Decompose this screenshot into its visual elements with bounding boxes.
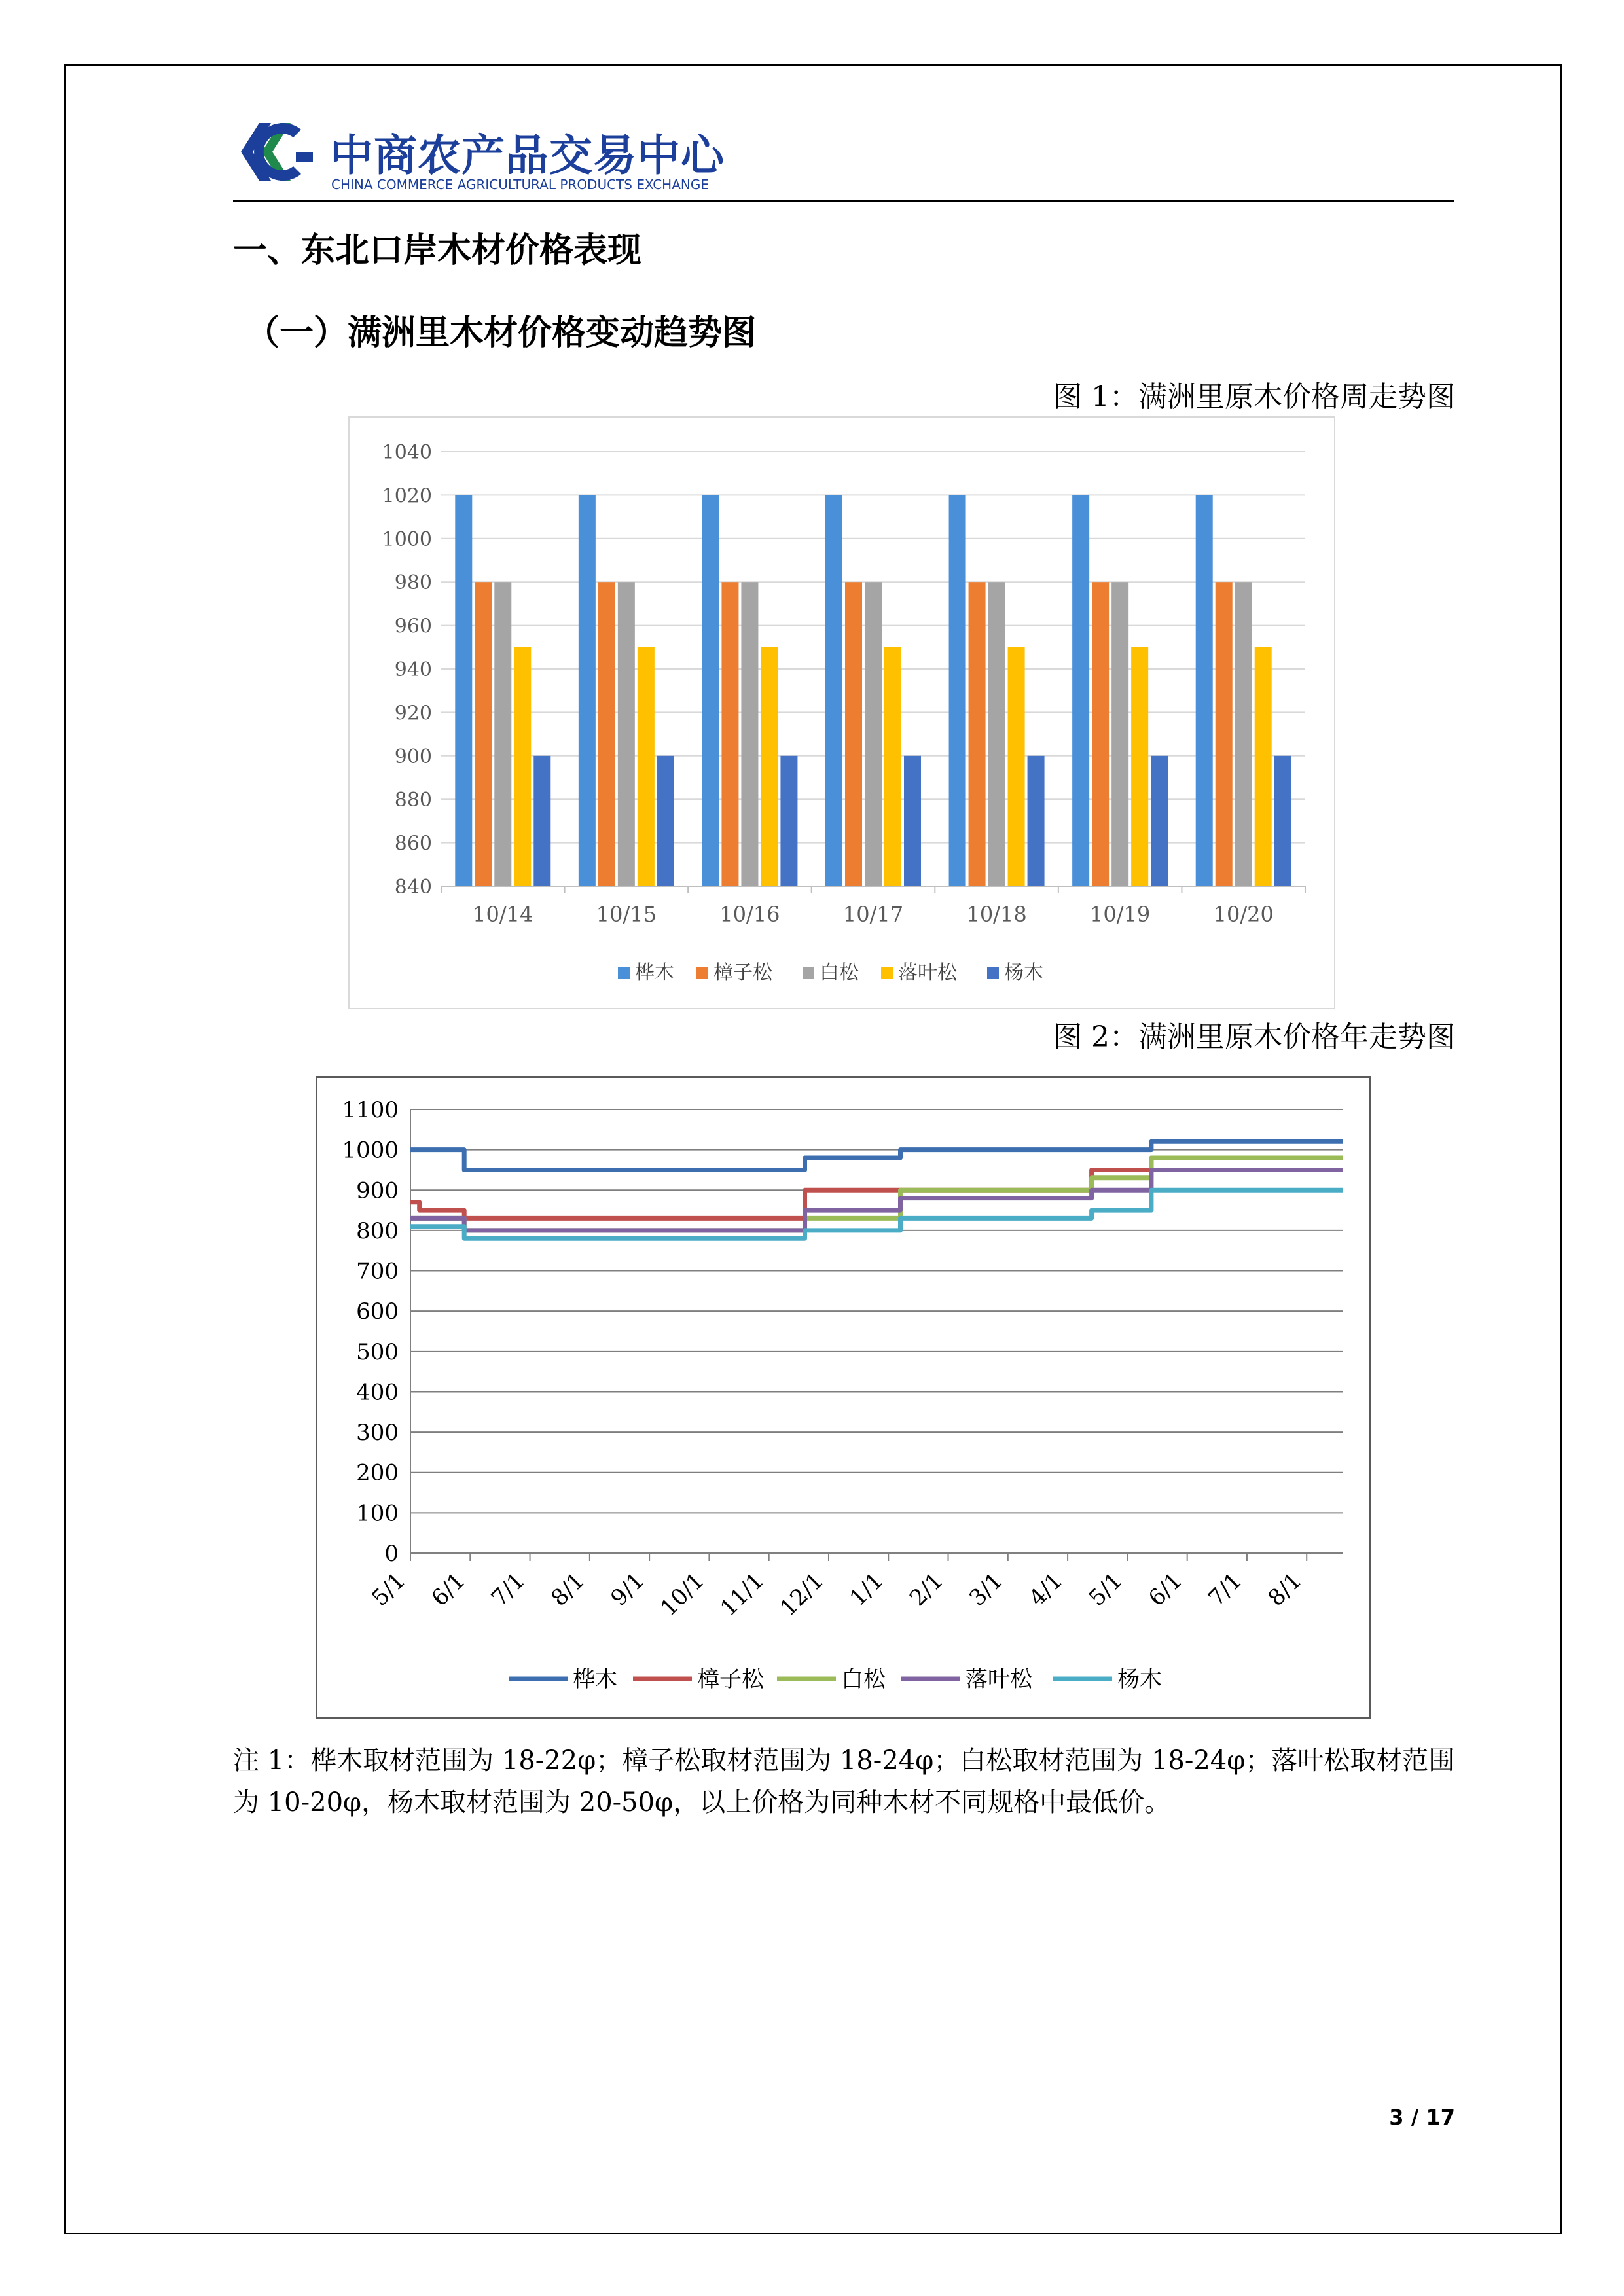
bar-樟子松-10/17 [845, 582, 862, 886]
y-tick-label: 1020 [382, 484, 432, 508]
bar-白松-10/18 [988, 582, 1005, 886]
y-tick-label: 840 [394, 876, 432, 899]
x-tick-label: 5/1 [1083, 1568, 1128, 1612]
y-tick-label: 980 [394, 571, 432, 595]
y-tick-label: 0 [384, 1541, 399, 1567]
bar-桦木-10/19 [1072, 495, 1089, 886]
series-line-落叶松 [410, 1170, 1343, 1230]
y-tick-label: 800 [356, 1217, 399, 1244]
bar-落叶松-10/19 [1131, 647, 1148, 886]
legend-label: 落叶松 [965, 1666, 1032, 1693]
legend-swatch [881, 967, 893, 979]
bar-杨木-10/14 [533, 756, 550, 886]
logo-chinese-name: 中商农产品交易中心 [330, 130, 725, 181]
x-tick-label: 10/20 [1213, 902, 1274, 927]
y-tick-label: 940 [394, 658, 432, 681]
bar-落叶松-10/14 [514, 647, 531, 886]
bar-白松-10/19 [1111, 582, 1128, 886]
legend-label: 桦木 [635, 961, 674, 984]
legend-label: 杨木 [1117, 1666, 1162, 1693]
bar-桦木-10/17 [825, 495, 842, 886]
bar-樟子松-10/14 [475, 582, 492, 886]
bar-白松-10/16 [741, 582, 758, 886]
y-tick-label: 600 [356, 1299, 399, 1325]
y-tick-label: 900 [356, 1177, 399, 1204]
x-tick-label: 5/1 [367, 1568, 411, 1612]
y-tick-label: 1100 [342, 1097, 399, 1123]
y-tick-label: 500 [356, 1338, 399, 1365]
x-tick-label: 11/1 [715, 1568, 770, 1622]
x-tick-label: 8/1 [546, 1568, 590, 1612]
x-tick-label: 12/1 [775, 1568, 829, 1622]
exchange-logo-icon [233, 111, 318, 196]
bar-樟子松-10/20 [1216, 582, 1233, 886]
bar-樟子松-10/16 [721, 582, 738, 886]
bar-落叶松-10/15 [638, 647, 655, 886]
y-tick-label: 700 [356, 1258, 399, 1285]
legend-swatch [696, 967, 708, 979]
bar-白松-10/17 [865, 582, 882, 886]
legend-label: 樟子松 [697, 1666, 764, 1693]
y-tick-label: 200 [356, 1460, 399, 1486]
y-tick-label: 960 [394, 615, 432, 638]
y-tick-label: 1000 [342, 1137, 399, 1164]
weekly-price-bar-chart [348, 416, 1335, 1009]
legend-label: 白松 [841, 1666, 886, 1693]
legend-swatch [987, 967, 999, 979]
weekly-price-bar-chart-svg [350, 418, 1334, 1008]
legend-label: 白松 [820, 961, 859, 984]
page-header [233, 111, 1464, 200]
legend-swatch [618, 967, 630, 979]
annual-price-line-chart [316, 1076, 1371, 1719]
bar-落叶松-10/16 [761, 647, 778, 886]
x-tick-label: 4/1 [1024, 1568, 1068, 1612]
x-tick-label: 3/1 [964, 1568, 1009, 1612]
bar-桦木-10/15 [579, 495, 596, 886]
x-tick-label: 6/1 [1144, 1568, 1188, 1612]
y-tick-label: 400 [356, 1379, 399, 1406]
x-tick-label: 6/1 [426, 1568, 471, 1612]
x-tick-label: 1/1 [844, 1568, 889, 1612]
annual-price-line-chart-svg [317, 1078, 1369, 1717]
bar-樟子松-10/15 [598, 582, 615, 886]
page-number: 3 / 17 [1389, 2105, 1455, 2130]
bar-白松-10/15 [618, 582, 635, 886]
bar-桦木-10/20 [1196, 495, 1213, 886]
legend-swatch [803, 967, 814, 979]
x-tick-label: 10/1 [655, 1568, 710, 1622]
x-tick-label: 10/18 [966, 902, 1027, 927]
bar-落叶松-10/18 [1008, 647, 1025, 886]
y-tick-label: 1000 [382, 528, 432, 551]
legend-label: 桦木 [573, 1666, 617, 1693]
logo-english-name: CHINA COMMERCE AGRICULTURAL PRODUCTS EXCHANGE [331, 177, 709, 192]
legend-label: 樟子松 [713, 961, 772, 984]
bar-桦木-10/16 [702, 495, 719, 886]
bar-樟子松-10/18 [969, 582, 986, 886]
subsection-title: （一）满洲里木材价格变动趋势图 [245, 314, 757, 353]
y-tick-label: 100 [356, 1500, 399, 1527]
bar-杨木-10/20 [1274, 756, 1291, 886]
x-tick-label: 9/1 [605, 1568, 650, 1612]
x-tick-label: 7/1 [1203, 1568, 1248, 1612]
y-tick-label: 300 [356, 1420, 399, 1446]
bar-杨木-10/19 [1151, 756, 1168, 886]
x-tick-label: 2/1 [904, 1568, 948, 1612]
legend-label: 落叶松 [898, 961, 957, 984]
bar-桦木-10/14 [455, 495, 472, 886]
bar-白松-10/14 [494, 582, 511, 886]
bar-落叶松-10/20 [1255, 647, 1272, 886]
y-tick-label: 900 [394, 745, 432, 768]
bar-杨木-10/16 [780, 756, 797, 886]
x-tick-label: 10/15 [596, 902, 657, 927]
bar-杨木-10/18 [1028, 756, 1045, 886]
bar-落叶松-10/17 [884, 647, 901, 886]
figure2-caption: 图 2：满洲里原木价格年走势图 [1053, 1020, 1455, 1054]
x-tick-label: 8/1 [1263, 1568, 1307, 1612]
x-tick-label: 7/1 [486, 1568, 530, 1612]
bar-白松-10/20 [1235, 582, 1252, 886]
y-tick-label: 1040 [382, 441, 432, 464]
y-tick-label: 920 [394, 702, 432, 725]
y-tick-label: 880 [394, 789, 432, 812]
bar-桦木-10/18 [949, 495, 966, 886]
footnote: 注 1：桦木取材范围为 18-22φ；樟子松取材范围为 18-24φ；白松取材范围为 18-24φ；落叶松取材范围为 10-20φ，杨木取材范围为 20-50φ，以上价格为同种木材不同规格中最低价。 [233, 1746, 1455, 1818]
x-tick-label: 10/17 [842, 902, 904, 927]
y-tick-label: 860 [394, 832, 432, 855]
x-tick-label: 10/16 [719, 902, 780, 927]
x-tick-label: 10/19 [1090, 902, 1151, 927]
header-divider [233, 200, 1454, 202]
bar-杨木-10/17 [904, 756, 921, 886]
bar-樟子松-10/19 [1092, 582, 1109, 886]
legend-label: 杨木 [1004, 961, 1043, 984]
x-tick-label: 10/14 [473, 902, 533, 927]
figure1-caption: 图 1：满洲里原木价格周走势图 [1053, 380, 1455, 414]
bar-杨木-10/15 [657, 756, 674, 886]
section-title: 一、东北口岸木材价格表现 [233, 231, 642, 270]
